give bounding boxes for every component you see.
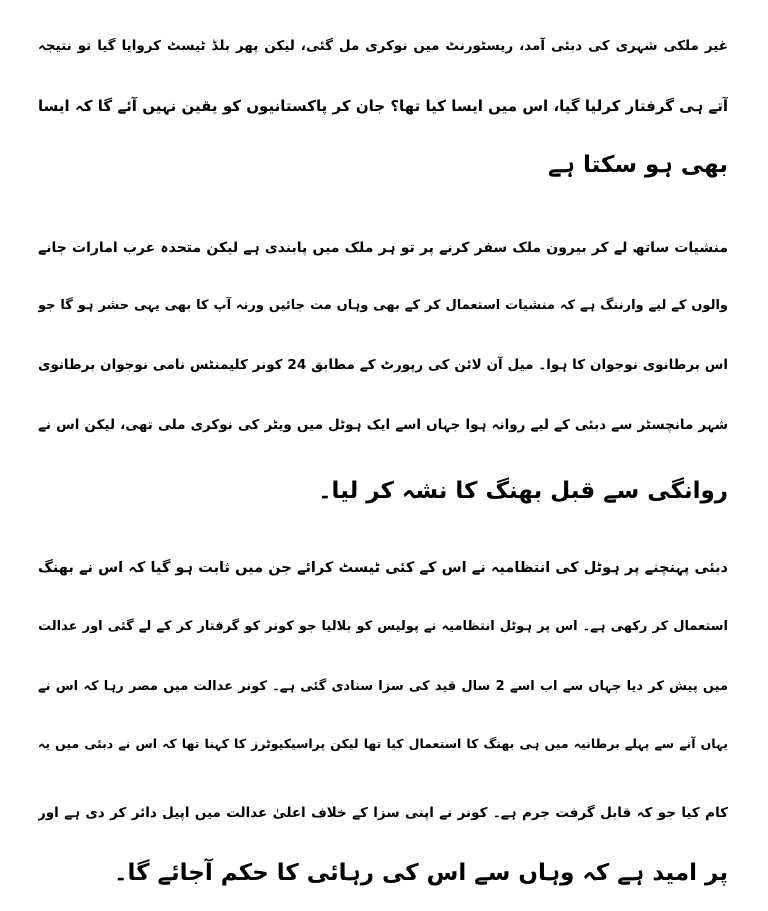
paragraph-1-line-2: والوں کے لیے وارننگ ہے کہ منشیات استعمال کر کے بھی وہاں مت جائیں ورنہ آپ کا بھی یہی حشر ہو گا جو [38,298,728,313]
headline-line-3: بھی ہو سکتا ہے [548,152,728,178]
headline-line-2: آتے ہی گرفتار کرلیا گیا، اس میں ایسا کیا تھا؟ جان کر پاکستانیوں کو یقین نہیں آئے گا کہ ایسا [38,97,728,115]
paragraph-2-line-6: پر امید ہے کہ وہاں سے اس کی رہائی کا حکم آجائے گا۔ [114,860,728,886]
paragraph-1-line-3: اس برطانوی نوجوان کا ہوا۔ میل آن لائن کی رپورٹ کے مطابق 24 کونر کلیمنٹس نامی نوجوان برطانوی [38,357,728,373]
paragraph-1-line-1: منشیات ساتھ لے کر بیرون ملک سفر کرنے پر تو ہر ملک میں پابندی ہے لیکن متحدہ عرب امارات جانے [38,240,728,256]
paragraph-2-line-4: یہاں آنے سے پہلے برطانیہ میں ہی بھنگ کا استعمال کیا تھا لیکن پراسیکیوٹرز کا کہنا تھا کہ اس نے دبئی میں یہ [38,736,728,751]
headline-line-1: غیر ملکی شہری کی دبئی آمد، ریسٹورنٹ میں نوکری مل گئی، لیکن پھر بلڈ ٹیسٹ کروایا گیا تو نتیجہ [38,38,728,54]
paragraph-2-line-1: دبئی پہنچنے پر ہوٹل کی انتظامیہ نے اس کے کئی ٹیسٹ کرائے جن میں ثابت ہو گیا کہ اس نے بھنگ [38,560,728,576]
paragraph-2-line-3: میں پیش کر دیا جہاں سے اب اسے 2 سال قید کی سزا سنادی گئی ہے۔ کونر عدالت میں مصر رہا کہ اس نے [38,679,728,694]
paragraph-1-line-5: روانگی سے قبل بھنگ کا نشہ کر لیا۔ [318,478,728,504]
paragraph-1-line-4: شہر مانچسٹر سے دبئی کے لیے روانہ ہوا جہاں اسے ایک ہوٹل میں ویٹر کی نوکری ملی تھی، لیکن اس نے [38,417,728,433]
paragraph-2-line-2: استعمال کر رکھی ہے۔ اس پر ہوٹل انتظامیہ نے پولیس کو بلالیا جو کونر کو گرفتار کر کے لے گئی اور عدالت [38,619,728,634]
paragraph-2-line-5: کام کیا جو کہ قابل گرفت جرم ہے۔ کونر نے اپنی سزا کے خلاف اعلیٰ عدالت میں اپیل دائر کر دی ہے اور [38,805,728,821]
